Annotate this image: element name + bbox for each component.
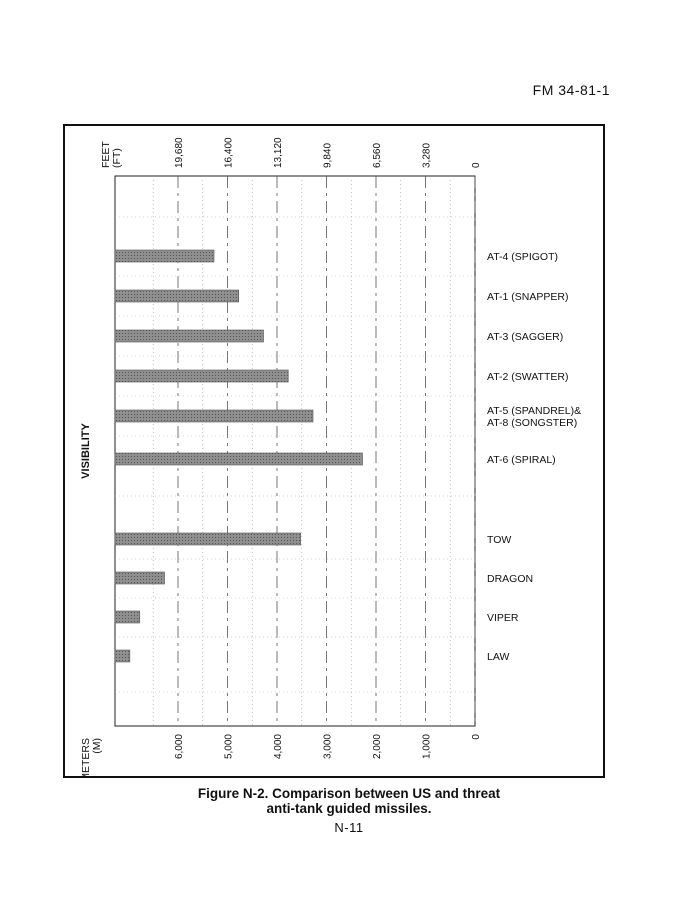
top-axis-label: FEET [100, 141, 112, 168]
top-tick-label: 19,680 [174, 137, 185, 168]
bar-10 [115, 650, 130, 662]
bottom-axis-label: METERS [80, 738, 92, 776]
bar-9 [115, 611, 140, 623]
category-label: AT-1 (SNAPPER) [487, 291, 569, 303]
bottom-axis-label: (M) [91, 738, 103, 754]
top-tick-label: 9,840 [322, 142, 334, 168]
category-label: AT-2 (SWATTER) [487, 371, 569, 383]
category-label: TOW [487, 534, 512, 546]
page-header: FM 34-81-1 [532, 82, 610, 98]
page-number: N-11 [334, 820, 364, 835]
bar-8 [115, 572, 165, 584]
bar-3 [115, 330, 264, 342]
top-tick-label: 16,400 [223, 137, 235, 168]
top-tick-label: 3,280 [421, 142, 433, 168]
category-label: AT-3 (SAGGER) [487, 331, 564, 343]
category-label: DRAGON [487, 573, 534, 585]
category-label: VIPER [487, 612, 519, 624]
bar-2 [115, 290, 239, 302]
bottom-tick-label: 4,000 [273, 734, 284, 760]
bar-4 [115, 370, 288, 382]
bottom-tick-label: 3,000 [322, 734, 334, 760]
top-tick-label: 0 [471, 162, 482, 168]
top-tick-label: 6,560 [372, 142, 383, 168]
category-label: AT-8 (SONGSTER) [487, 417, 578, 429]
bar-5 [115, 410, 313, 422]
figure-caption-line1: Figure N-2. Comparison between US and threat [197, 786, 501, 801]
bottom-tick-label: 5,000 [223, 734, 235, 760]
bottom-tick-label: 0 [471, 734, 482, 740]
bar-chart [65, 126, 603, 776]
chart-category-labels [487, 251, 581, 663]
bottom-tick-label: 2,000 [372, 734, 383, 760]
top-tick-label: 13,120 [273, 137, 284, 168]
category-label: AT-6 (SPIRAL) [487, 454, 556, 466]
y-axis-label: VISIBILITY [80, 423, 92, 479]
bar-7 [115, 533, 301, 545]
bottom-tick-label: 6,000 [174, 734, 185, 760]
bottom-tick-label: 1,000 [421, 734, 433, 760]
chart-ticks [174, 137, 482, 759]
category-label: LAW [487, 651, 510, 663]
category-label: AT-5 (SPANDREL)& [487, 405, 582, 417]
bar-6 [115, 453, 363, 465]
figure-caption-line2: anti-tank guided missiles. [266, 801, 432, 816]
chart-bars [115, 250, 363, 662]
category-label: AT-4 (SPIGOT) [487, 251, 558, 263]
chart-frame [63, 124, 605, 778]
top-axis-label: (FT) [111, 148, 123, 168]
bar-1 [115, 250, 214, 262]
